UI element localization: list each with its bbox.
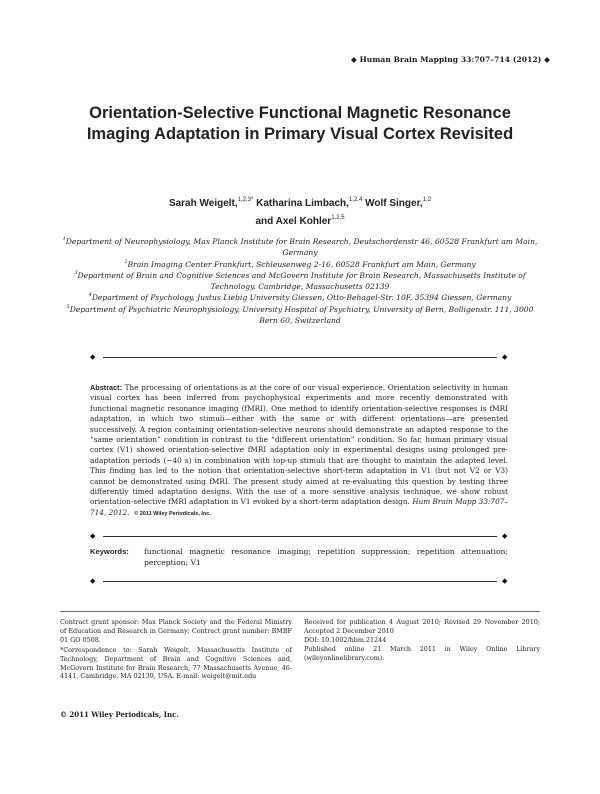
doi-footnote: DOI: 10.1002/hbm.21244 xyxy=(304,635,387,644)
affiliation xyxy=(60,270,540,293)
published-footnote: Published online 21 March 2011 in Wiley Online Library (wileyonlinelibrary.com). xyxy=(304,644,540,662)
author-affil-sup: 1,2,3* xyxy=(237,197,254,203)
divider-line xyxy=(103,357,497,358)
copyright-footer: © 2011 Wiley Periodicals, Inc. xyxy=(60,710,179,719)
affiliation-text: Brain Imaging Center Frankfurt, Schleusenweg 2-16, 60528 Frankfurt am Main, Germany xyxy=(127,259,476,269)
affiliations xyxy=(60,236,540,326)
keywords-text: functional magnetic resonance imaging; repetition suppression; repetition attenuation; perception; V1 xyxy=(144,547,508,567)
author-affil-sup: 1,2 xyxy=(422,197,432,203)
diamond-ornament: ◆ xyxy=(90,532,96,540)
keywords xyxy=(90,547,508,568)
affiliation-text: Department of Neurophysiology, Max Planck Institute for Brain Research, Deutschordenstr 46, 60528 Frankfurt am Main, Germany xyxy=(65,237,538,258)
footnotes-right xyxy=(304,618,540,663)
diamond-ornament: ◆ xyxy=(90,353,96,361)
affiliation-number: 1 xyxy=(62,236,66,242)
author-name: Katharina Limbach, xyxy=(256,198,349,209)
affiliation-text: Department of Psychiatric Neurophysiology, University Hospital of Psychiatry, University of Bern, Bolligenstr. 111, 3000 Bern 60, Switzerland xyxy=(69,304,534,326)
affiliation xyxy=(60,292,540,303)
diamond-ornament: ◆ xyxy=(90,577,96,585)
footnote-divider xyxy=(60,611,540,612)
author-name: and Axel Kohler xyxy=(255,216,332,227)
received-footnote: Received for publication 4 August 2010; Revised 29 November 2010; Accepted 2 December 2010 xyxy=(304,618,540,635)
affiliation-number: 5 xyxy=(66,303,70,310)
author-affil-sup: 1,2,4 xyxy=(348,197,363,203)
affiliation xyxy=(60,304,540,327)
affiliation-number: 3 xyxy=(74,269,78,276)
footnotes-left xyxy=(60,618,292,682)
diamond-ornament: ◆ xyxy=(502,353,508,361)
abstract xyxy=(90,383,508,519)
affiliation-text: Department of Psychology, Justus Liebig University Giessen, Otto-Behagel-Str. 10F, 35394 Giessen, Germany xyxy=(91,293,512,303)
affiliation xyxy=(60,259,540,270)
abstract-label: Abstract: xyxy=(90,383,123,392)
diamond-ornament: ◆ xyxy=(502,577,508,585)
abstract-text: The processing of orientations is at the core of our visual experience. Orientation selectivity in human visual cortex has been inferred from psychophysical experiments and more recently demonstrated with functional magnetic resonance imaging (fMRI). One method to identify orientation-selective responses is fMRI adaptation, in which two stimuli—either with the same or with different orientations—are presented successively. A region containing orientation-selective neurons should demonstrate an adapted response to the “same orientation” condition in contrast to the “different orientation” condition. So far, human primary visual cortex (V1) showed orientation-selective fMRI adaptation only in experimental designs using prolonged pre-adaptation periods (~40 s) in combination with top-up stimuli that are thought to maintain the adapted level. This finding has led to the notion that orientation-selective short-term adaptation in V1 (but not V2 or V3) cannot be demonstrated using fMRI. The present study aimed at re-evaluating this question by testing three differently timed adaptation designs. With the use of a more sensitive analysis technique, we show robust orientation-selective fMRI adaptation in V1 evoked by a short-term adaptation design. xyxy=(90,383,508,507)
abstract-citation: Hum Brain Mapp 33:707–714, 2012. xyxy=(90,497,508,517)
affiliation xyxy=(60,236,540,259)
author-name: Wolf Singer, xyxy=(365,198,423,209)
article-title: Orientation-Selective Functional Magnetic Resonance Imaging Adaptation in Primary Visual Cortex Revisited xyxy=(86,104,514,143)
affiliation-number: 2 xyxy=(124,258,128,265)
abstract-copyright: © 2011 Wiley Periodicals, Inc. xyxy=(134,510,211,517)
running-head: ◆ Human Brain Mapping 33:707–714 (2012) ◆ xyxy=(351,55,550,64)
author-name: Sarah Weigelt, xyxy=(168,198,238,209)
affiliation-number: 4 xyxy=(88,292,92,299)
correspondence-footnote: *Correspondence to: Sarah Weigelt, Massachusetts Institute of Technology, Department of Brain and Cognitive Sciences and, McGovern Institute for Brain Research, 77 Massachusetts Avenue, 46-4141, Cambridge, MA 02139, USA. E-mail: weigelt@mit.edu xyxy=(60,645,292,681)
author-affil-sup: 1,2,5 xyxy=(331,215,345,221)
keywords-label: Keywords: xyxy=(90,547,129,556)
affiliation-text: Department of Brain and Cognitive Sciences and McGovern Institute for Brain Research, Massachusetts Institute of Technology, Cambridge, Massachusetts 02139 xyxy=(77,270,526,292)
grant-footnote: Contract grant sponsor: Max Planck Society and the Federal Ministry of Education and Research in Germany; Contract grant number: BMBF 01 GO 0508. xyxy=(60,618,292,644)
divider-line xyxy=(103,581,497,582)
diamond-ornament: ◆ xyxy=(502,532,508,540)
author-list xyxy=(60,195,540,231)
divider-line xyxy=(103,536,497,537)
